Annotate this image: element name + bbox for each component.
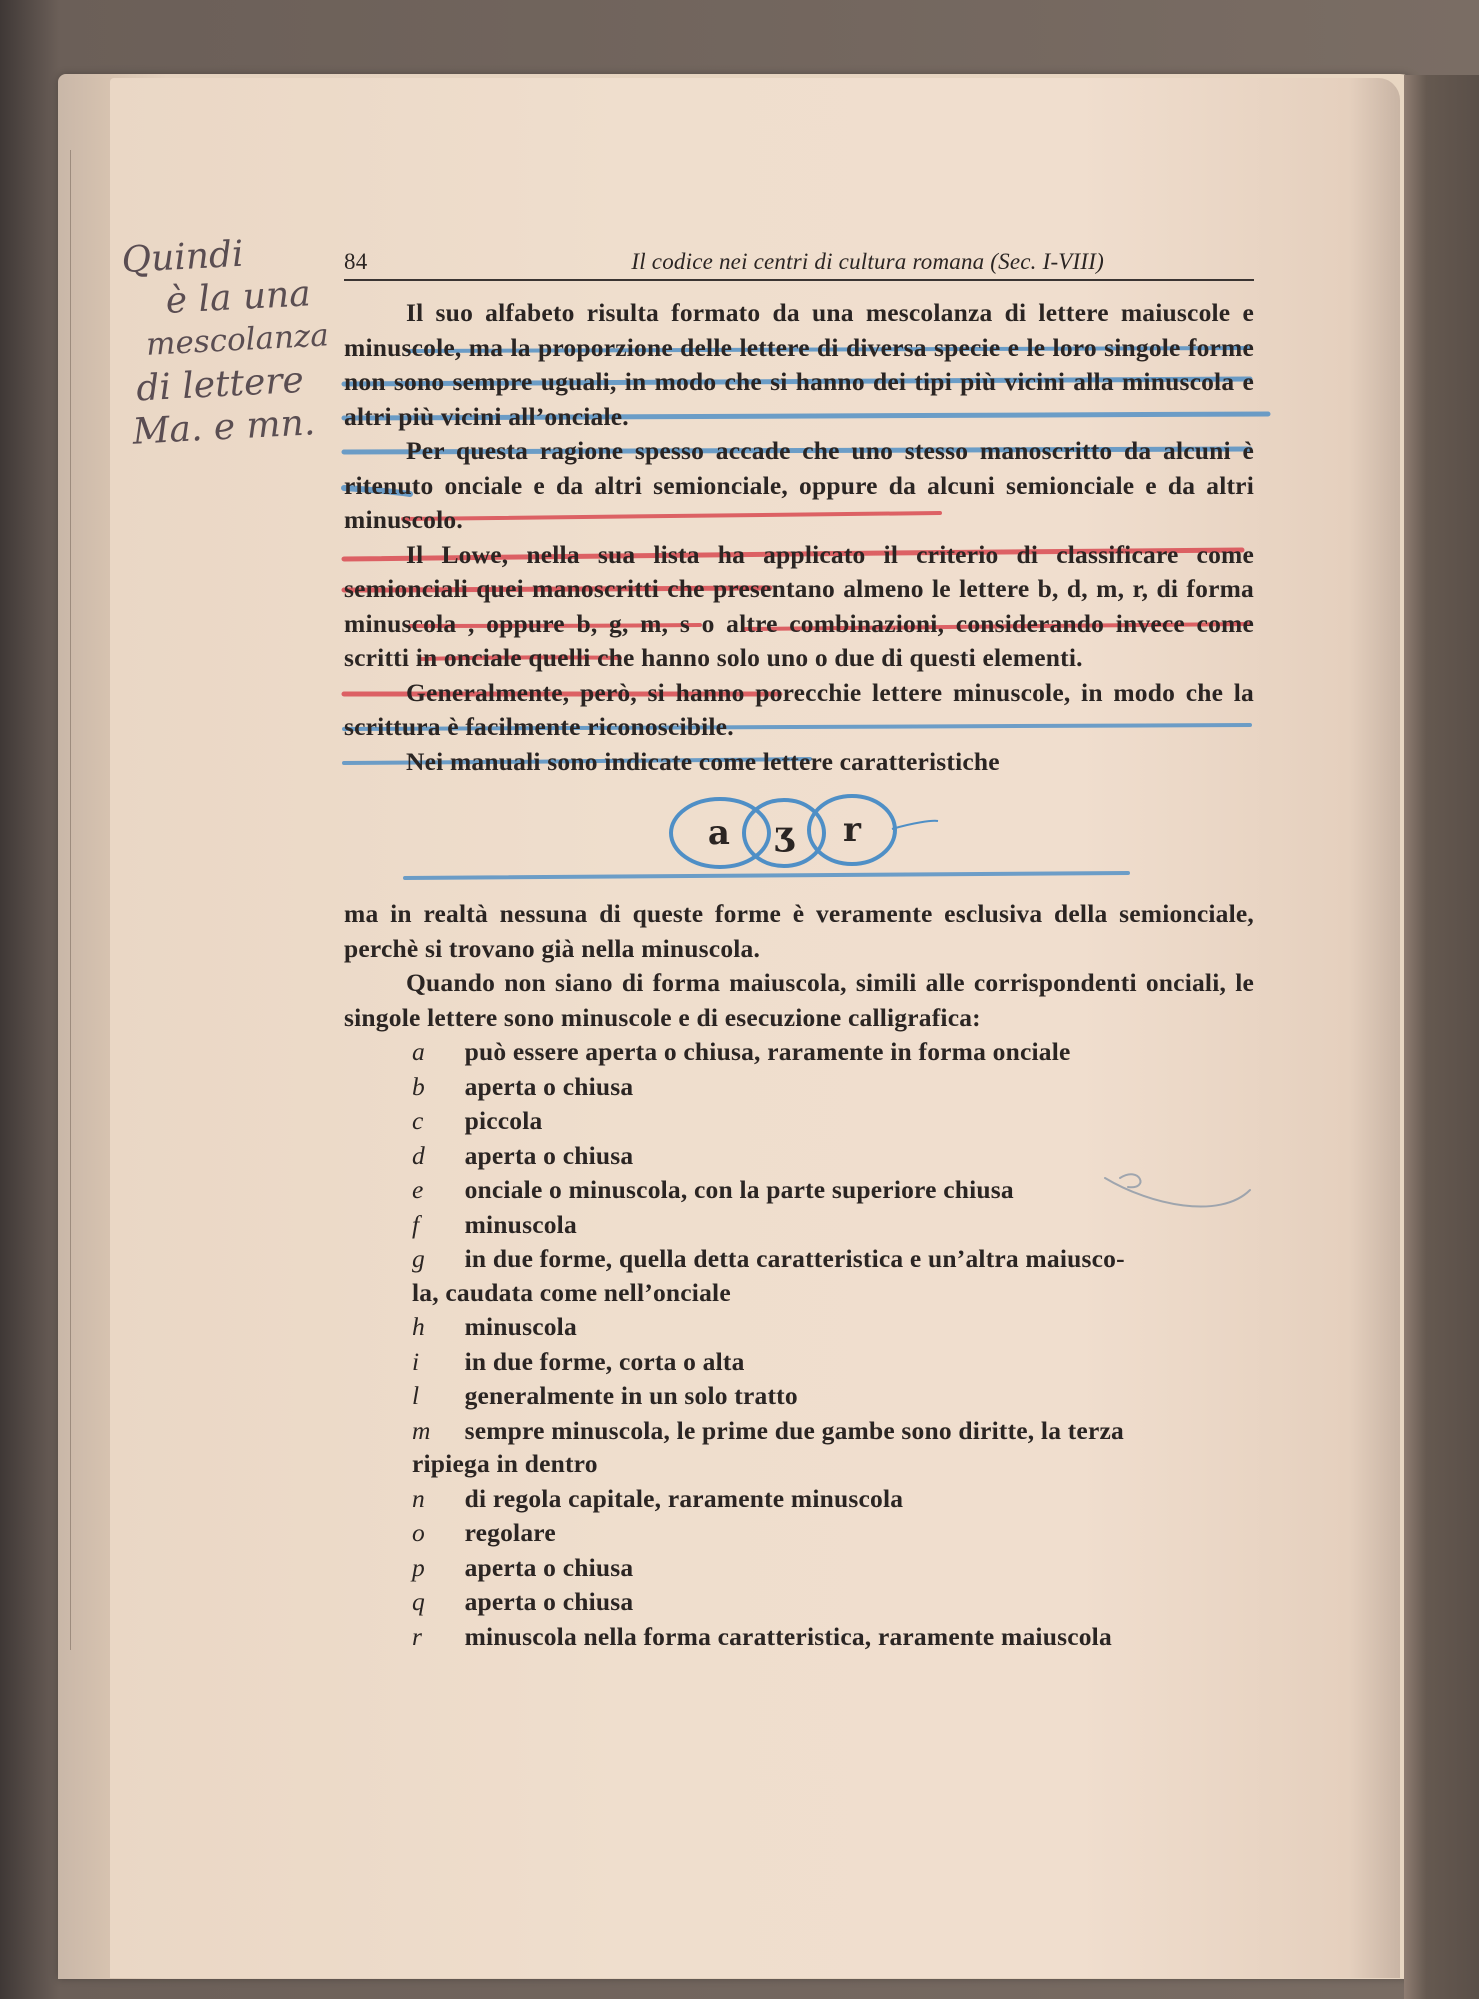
adjacent-page-shadow [1404,75,1479,1999]
letter-description-row [344,1310,1254,1345]
paragraph: Quando non siano di forma maiuscola, simili alle corrispondenti onciali, le singole lettere sono minuscole e di esecuzione calligrafica: [344,968,1254,1032]
letter-description: minuscola [464,1312,577,1341]
paragraph: Il suo alfabeto risulta formato da una mescolanza di lettere maiuscole e minuscole, ma la proporzione delle lettere di diversa specie e le loro singole forme non sono sempre uguali, in modo che si hanno dei tipi più vicini alla minuscola e altri più vicini all’onciale. [344,298,1254,431]
letter-key: n [412,1483,425,1513]
margin-note-line: di lettere [135,359,305,410]
margin-note-line: mescolanza [145,317,330,363]
letter-description-row [344,1139,1254,1174]
letter-description: minuscola nella forma caratteristica, raramente maiuscola [464,1621,1112,1651]
letter-description: aperta o chiusa [464,1140,634,1170]
running-header [344,245,1254,281]
letter-description-row [344,1345,1254,1380]
letter-description: piccola [464,1106,543,1135]
letter-description-list [344,1035,1254,1654]
circled-letters-svg [662,781,942,877]
letter-description-row [344,1173,1254,1208]
letter-description: aperta o chiusa [464,1587,634,1616]
letter-description-row [344,1379,1254,1414]
letter-description-row [344,1104,1254,1139]
letter-description: in due forme, corta o alta [464,1346,745,1376]
letter-description-row [344,1482,1254,1517]
letter-key: m [412,1415,431,1445]
letter-description-row [344,1414,1254,1449]
letter-description: ripiega in dentro [412,1449,598,1478]
letter-key: f [412,1209,420,1239]
letter-description: minuscola [464,1209,577,1239]
letter-description-row [344,1035,1254,1070]
page-number: 84 [344,249,368,274]
letter-description-continuation [344,1447,1254,1482]
letter-key: a [412,1037,425,1066]
margin-note-line: Ma. e mn. [131,402,317,453]
letter-description: aperta o chiusa [464,1071,634,1101]
page-text-column [344,245,1254,1654]
letter-key: e [412,1175,424,1204]
letter-description-row [344,1620,1254,1655]
letter-description: la, caudata come nell’onciale [412,1277,731,1307]
margin-note-line: Quindi [120,233,245,282]
letter-key: q [412,1587,425,1616]
letter-key: r [412,1621,423,1651]
paragraph: Per questa ragione spesso accade che uno stesso manoscritto da alcuni è ritenuto onciale e da altri semionciale, oppure da alcuni semionciale e da altri minuscolo. [344,436,1254,534]
letter-description-row [344,1516,1254,1551]
letter-description-row [344,1208,1254,1243]
letter-r-figure: r [842,810,862,850]
letter-description-row [344,1242,1254,1277]
letter-key: b [412,1071,425,1101]
letter-key: c [412,1106,424,1135]
letter-description: onciale o minuscola, con la parte superiore chiusa [464,1175,1014,1204]
letter-key: d [412,1140,425,1170]
letter-description-row [344,1585,1254,1620]
letter-key: o [412,1518,425,1547]
letter-g-figure: ʒ [774,814,794,854]
paragraph: ma in realtà nessuna di queste forme è veramente esclusiva della semionciale, perchè si trovano già nella minuscola. [344,899,1254,963]
letter-description: in due forme, quella detta caratteristica e un’altra maiusco- [464,1244,1125,1273]
margin-handwritten-note [120,229,330,454]
letter-description: aperta o chiusa [464,1552,634,1582]
letter-key: h [412,1312,425,1341]
letter-key: p [412,1552,425,1582]
paragraph: Nei manuali sono indicate come lettere caratteristiche [406,746,1000,776]
characteristic-letters-figure [344,779,1254,897]
letter-a-figure: a [707,813,731,853]
paragraph: Generalmente, però, si hanno porecchie lettere minuscole, in modo che la scrittura è facilmente riconoscibile. [344,677,1254,741]
letter-description-continuation [344,1276,1254,1311]
letter-description-row [344,1070,1254,1105]
paragraph: Il Lowe, nella sua lista ha applicato il criterio di classificare come semionciali quei manoscritti che presentano almeno le lettere b, d, m, r, di forma minuscola , oppure b, g, m, s o altre combinazioni, considerando invece come scritti in onciale quelli che hanno solo uno o due di questi elementi. [344,539,1254,672]
letter-description: sempre minuscola, le prime due gambe sono diritte, la terza [464,1415,1124,1445]
letter-description: può essere aperta o chiusa, raramente in forma onciale [464,1037,1071,1066]
letter-description: generalmente in un solo tratto [464,1381,798,1410]
page-edge-line [70,150,71,1650]
margin-note-line: è la una [164,273,312,322]
letter-description-row [344,1551,1254,1586]
letter-description: di regola capitale, raramente minuscola [464,1483,904,1513]
letter-key: l [412,1381,420,1410]
letter-key: g [412,1244,425,1273]
letter-description: regolare [464,1518,556,1547]
letter-key: i [412,1346,420,1376]
running-title: Il codice nei centri di cultura romana (Sec. I-VIII) [631,249,1104,274]
